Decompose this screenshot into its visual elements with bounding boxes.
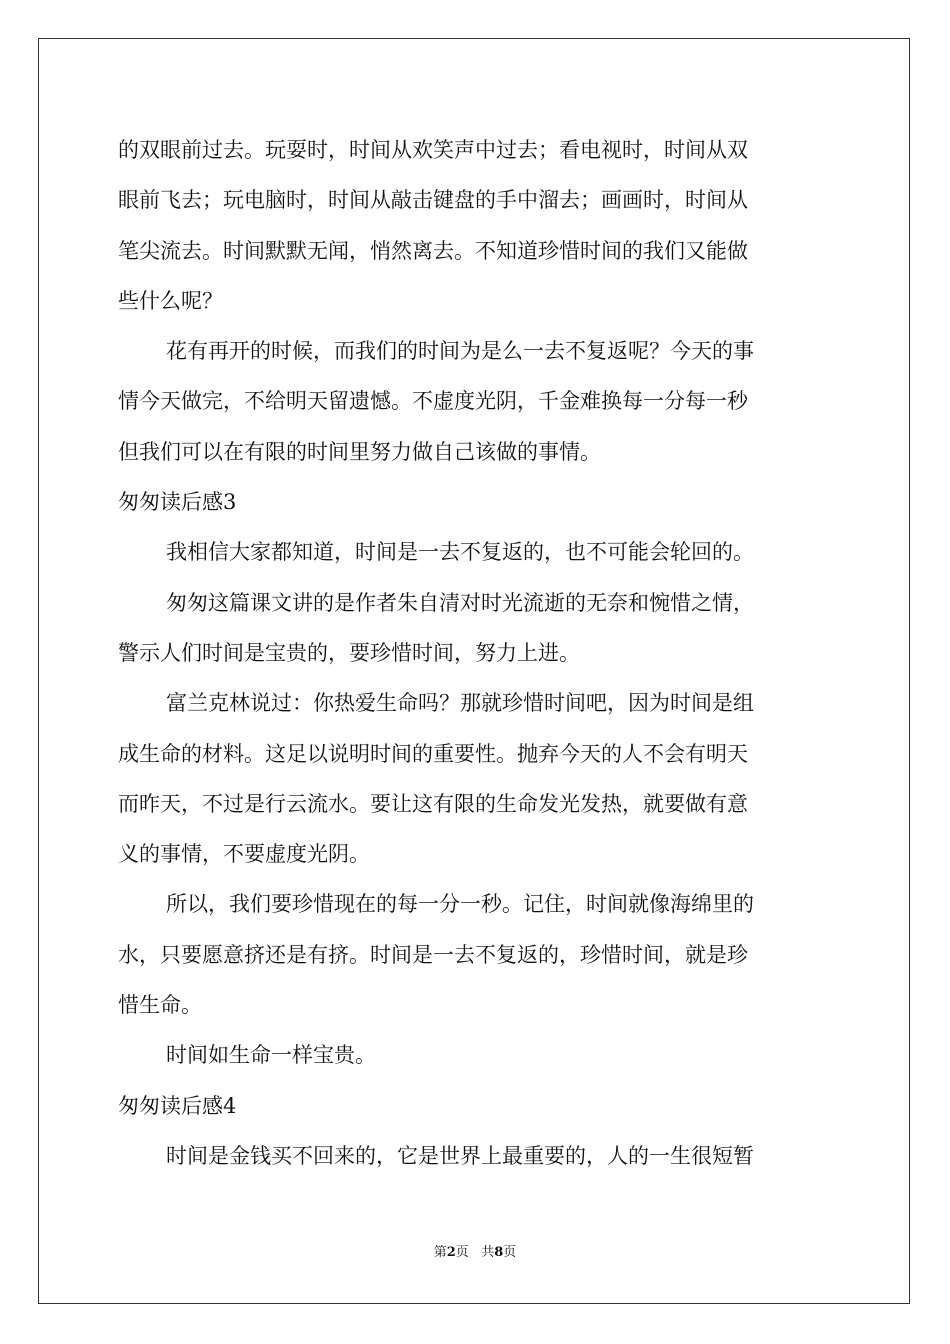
footer-prefix: 第 [433, 1245, 447, 1260]
section-heading: 匆匆读后感4 [118, 1093, 237, 1118]
current-page-number: 2 [446, 1245, 456, 1260]
text-line: 笔尖流去。时间默默无闻，悄然离去。不知道珍惜时间的我们又能做 [118, 238, 748, 263]
text-line: 的双眼前过去。玩耍时，时间从欢笑声中过去；看电视时，时间从双 [118, 138, 748, 162]
text-line: 而昨天，不过是行云流水。要让这有限的生命发光发热，就要做有意 [118, 791, 748, 816]
text-line: 所以，我们要珍惜现在的每一分一秒。记住，时间就像海绵里的 [166, 892, 754, 917]
text-line: 时间是金钱买不回来的，它是世界上最重要的，人的一生很短暂 [166, 1143, 754, 1168]
text-line: 花有再开的时候，而我们的时间为是么一去不复返呢？今天的事 [166, 339, 754, 364]
footer-page-suffix: 页 [455, 1245, 469, 1260]
text-line: 时间如生命一样宝贵。 [166, 1043, 376, 1068]
document-body [118, 125, 832, 1181]
section-heading: 匆匆读后感3 [118, 490, 237, 515]
text-line: 成生命的材料。这足以说明时间的重要性。抛弃今天的人不会有明天 [118, 741, 748, 766]
text-line: 眼前飞去；玩电脑时，时间从敲击键盘的手中溜去；画画时，时间从 [118, 188, 748, 213]
text-line: 我相信大家都知道，时间是一去不复返的，也不可能会轮回的。 [166, 540, 754, 565]
page-footer [0, 1243, 950, 1263]
footer-total-suffix: 页 [503, 1245, 517, 1260]
total-page-count: 8 [494, 1245, 504, 1260]
footer-total-prefix: 共 [481, 1245, 495, 1260]
text-line: 警示人们时间是宝贵的，要珍惜时间，努力上进。 [118, 640, 580, 665]
text-line: 义的事情，不要虚度光阴。 [118, 842, 370, 867]
text-line: 情今天做完，不给明天留遗憾。不虚度光阴，千金难换每一分每一秒 [118, 389, 748, 414]
text-line: 匆匆这篇课文讲的是作者朱自清对时光流逝的无奈和惋惜之情， [166, 590, 754, 615]
text-line: 富兰克林说过：你热爱生命吗？那就珍惜时间吧，因为时间是组 [166, 691, 754, 716]
text-line: 些什么呢？ [118, 288, 223, 313]
text-line: 水，只要愿意挤还是有挤。时间是一去不复返的，珍惜时间，就是珍 [118, 942, 748, 967]
text-line: 惜生命。 [118, 993, 202, 1018]
text-line: 但我们可以在有限的时间里努力做自己该做的事情。 [118, 439, 601, 464]
